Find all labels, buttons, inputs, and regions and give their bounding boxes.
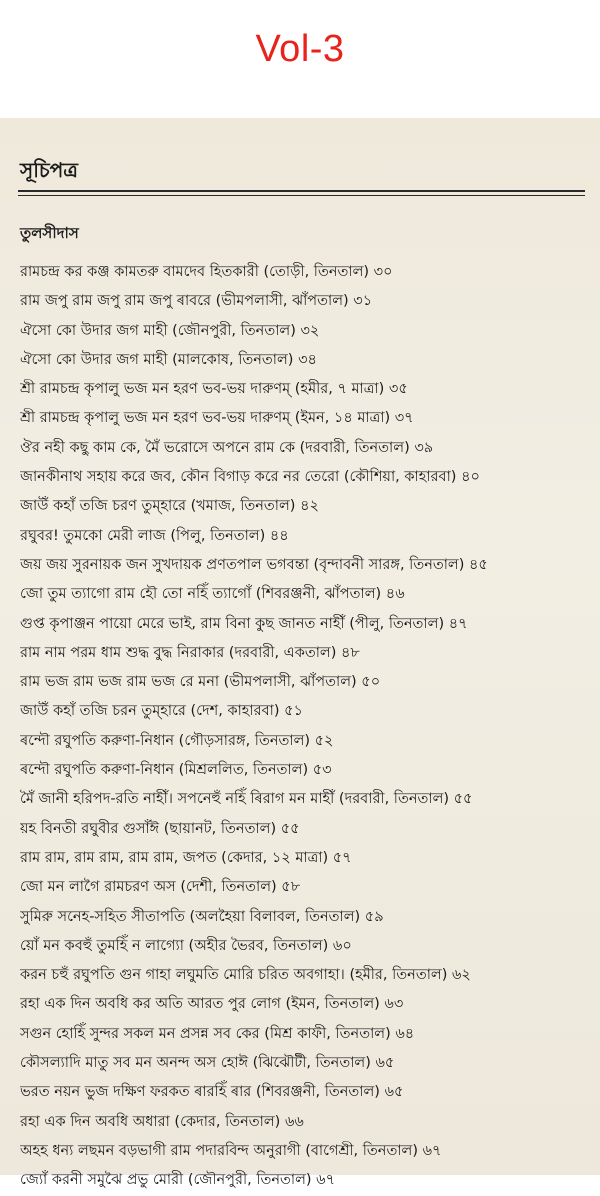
index-entry: জাউঁ কহাঁ তজি চরণ তুম্হারে (খমাজ, তিনতাল) ৪২: [20, 498, 319, 515]
heading-rule-thick: [18, 190, 585, 192]
index-entry: রামচন্দ্র কর কঞ্জ কামতরু বামদেব হিতকারী (তোড়ী, তিনতাল) ৩০: [20, 264, 393, 280]
index-entry: য়োঁ মন কবহুঁ তুমহিঁ ন লাগ্যো (অহীর ভৈরব, তিনতাল) ৬০: [20, 937, 352, 954]
section-title: তুলসীদাস: [20, 224, 79, 242]
index-entry: রঘুবর! তুমকো মেরী লাজ (পিলু, তিনতাল) ৪৪: [20, 527, 289, 544]
index-entry: সগুন হোহিঁ সুন্দর সকল মন প্রসন্ন সব কের (মিশ্র কাফী, তিনতাল) ৬৪: [20, 1025, 415, 1042]
index-entry: রাম রাম, রাম রাম, রাম রাম, জপত (কেদার, ১২ মাত্রা) ৫৭: [20, 849, 352, 866]
entry-list: [20, 258, 595, 1196]
index-entry: জো তুম ত্যাগো রাম হৌ তো নহিঁ ত্যাগোঁ (শিবরঞ্জনী, ঝাঁপতাল) ৪৬: [20, 586, 405, 603]
index-entry: ঐসো কো উদার জগ মাহী (মালকোষ, তিনতাল) ৩৪: [20, 351, 317, 368]
index-page: [0, 118, 600, 1189]
index-entry: গুপ্ত কৃপাঞ্জন পায়ো মেরে ভাই, রাম বিনা কুছ জানত নাহীঁ (পীলু, তিনতাল) ৪৭: [20, 615, 468, 632]
index-entry: কৌসল্যাদি মাতু সব মন অনন্দ অস হোঈ (ঝিঝৌটী, তিনতাল) ৬৫: [20, 1055, 395, 1072]
index-entry: রহা এক দিন অবধি অধারা (কেদার, তিনতাল) ৬৬: [20, 1113, 304, 1130]
index-entry: ভরত নয়ন ভুজ দক্ষিণ ফরকত ৰারহিঁ ৰার (শিবরঞ্জনী, তিনতাল) ৬৫: [20, 1084, 404, 1101]
index-entry: য়হ বিনতী রঘুবীর গুসাঁঈ (ছায়ানট, তিনতাল) ৫৫: [20, 820, 300, 837]
index-entry: ঐসো কো উদার জগ মাহী (জৌনপুরী, তিনতাল) ৩২: [20, 322, 320, 339]
page-heading: সূচিপত্র: [20, 158, 78, 182]
index-entry: সুমিরু সনেহ-সহিত সীতাপতি (অলহৈয়া বিলাবল, তিনতাল) ৫৯: [20, 908, 384, 925]
volume-banner: [0, 0, 600, 118]
index-entry: ৰন্দৌ রঘুপতি করুণা-নিধান (গৌড়সারঙ্গ, তিনতাল) ৫২: [20, 732, 334, 749]
index-entry: রাম জপু রাম জপু রাম জপু ৰাবরে (ভীমপলাসী, ঝাঁপতাল) ৩১: [20, 293, 373, 310]
index-entry: জানকীনাথ সহায় করে জব, কৌন বিগাড় করে নর তেরো (কৌশিয়া, কাহারবা) ৪০: [20, 469, 480, 486]
index-entry: শ্রী রামচন্দ্র কৃপালু ভজ মন হরণ ভব-ভয় দারুণম্ (হমীর, ৭ মাত্রা) ৩৫: [20, 381, 408, 398]
index-entry: মৈঁ জানী হরিপদ-রতি নাহীঁ। সপনেহুঁ নহিঁ ৰিরাগ মন মাহীঁ (দরবারী, তিনতাল) ৫৫: [20, 791, 473, 808]
index-entry: ঔর নহী কছু কাম কে, মৈঁ ভরোসে অপনে রাম কে (দরবারী, তিনতাল) ৩৯: [20, 439, 434, 456]
index-entry: করন চহুঁ রঘুপতি গুন গাহা লঘুমতি মোরি চরিত অবগাহা। (হমীর, তিনতাল) ৬২: [20, 967, 471, 984]
index-entry: জাউঁ কহাঁ তজি চরন তুম্হারে (দেশ, কাহারবা) ৫১: [20, 703, 303, 720]
index-entry: ৰন্দৌ রঘুপতি করুণা-নিধান (মিশ্রললিত, তিনতাল) ৫৩: [20, 762, 332, 779]
index-entry: রাম নাম পরম ধাম শুদ্ধ বুদ্ধ নিরাকার (দরবারী, একতাল) ৪৮: [20, 644, 360, 661]
volume-label: Vol-3: [255, 28, 345, 70]
index-entry: জয় জয় সুরনায়ক জন সুখদায়ক প্রণতপাল ভগবন্তা (বৃন্দাবনী সারঙ্গ, তিনতাল) ৪৫: [20, 556, 488, 573]
index-entry: শ্রী রামচন্দ্র কৃপালু ভজ মন হরণ ভব-ভয় দারুণম্ (ইমন, ১৪ মাত্রা) ৩৭: [20, 410, 414, 427]
index-entry: জো মন লাগৈ রামচরণ অস (দেশী, তিনতাল) ৫৮: [20, 879, 301, 896]
index-entry: অহহ ধন্য লছমন বড়ভাগী রাম পদারবিন্দ অনুরাগী (বাগেশ্রী, তিনতাল) ৬৭: [20, 1142, 442, 1159]
index-entry: রহা এক দিন অবধি কর অতি আরত পুর লোগ (ইমন, তিনতাল) ৬৩: [20, 996, 404, 1013]
index-entry: জ্যোঁ করনী সমুঝৈ প্রভু মোরী (জৌনপুরী, তিনতাল) ৬৭: [20, 1172, 336, 1189]
heading-rule-thin: [18, 195, 585, 196]
index-entry: রাম ভজ রাম ভজ রাম ভজ রে মনা (ভীমপলাসী, ঝাঁপতাল) ৫০: [20, 674, 381, 691]
